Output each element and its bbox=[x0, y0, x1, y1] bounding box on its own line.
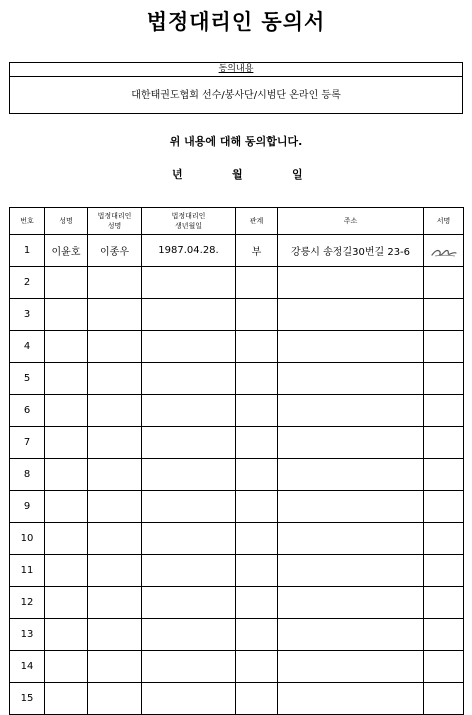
table-row bbox=[10, 683, 464, 715]
cell-guardian-birth bbox=[142, 587, 236, 619]
cell-guardian-name bbox=[88, 619, 142, 651]
cell-address bbox=[278, 523, 424, 555]
consent-signature-table bbox=[9, 207, 464, 715]
cell-name bbox=[45, 395, 88, 427]
table-row bbox=[10, 523, 464, 555]
header-relation bbox=[236, 208, 278, 235]
cell-guardian-birth bbox=[142, 363, 236, 395]
cell-address bbox=[278, 363, 424, 395]
cell-signature bbox=[424, 683, 464, 715]
cell-no: 10 bbox=[10, 523, 45, 555]
table-row bbox=[10, 491, 464, 523]
cell-address bbox=[278, 331, 424, 363]
header-guardian-birth-line1: 법정대리인 bbox=[171, 212, 206, 220]
header-relation-label: 관계 bbox=[249, 217, 264, 225]
cell-relation bbox=[236, 363, 278, 395]
cell-relation bbox=[236, 299, 278, 331]
cell-no: 12 bbox=[10, 587, 45, 619]
cell-address bbox=[278, 651, 424, 683]
header-signature-label: 서명 bbox=[436, 217, 451, 225]
cell-address bbox=[278, 491, 424, 523]
cell-name bbox=[45, 555, 88, 587]
agreement-statement: 위 내용에 대해 동의합니다. bbox=[169, 135, 303, 148]
cell-guardian-birth: 1987.04.28. bbox=[142, 235, 236, 267]
cell-no: 11 bbox=[10, 555, 45, 587]
cell-guardian-name bbox=[88, 555, 142, 587]
cell-signature bbox=[424, 331, 464, 363]
cell-name bbox=[45, 267, 88, 299]
table-row bbox=[10, 363, 464, 395]
cell-guardian-birth bbox=[142, 651, 236, 683]
header-name-label: 성명 bbox=[59, 217, 73, 225]
header-guardian-birth-line2: 생년월일 bbox=[174, 222, 203, 230]
cell-signature bbox=[424, 459, 464, 491]
cell-guardian-name bbox=[88, 427, 142, 459]
cell-name bbox=[45, 587, 88, 619]
cell-guardian-birth bbox=[142, 683, 236, 715]
document-title: 법정대리인 동의서 bbox=[146, 9, 326, 34]
cell-guardian-birth bbox=[142, 459, 236, 491]
header-signature bbox=[424, 208, 464, 235]
signature-scribble bbox=[429, 243, 459, 259]
consent-header-label: 동의내용 bbox=[218, 64, 254, 74]
cell-address bbox=[278, 683, 424, 715]
table-row bbox=[10, 331, 464, 363]
cell-guardian-name bbox=[88, 363, 142, 395]
cell-guardian-birth bbox=[142, 427, 236, 459]
table-row bbox=[10, 555, 464, 587]
cell-name bbox=[45, 427, 88, 459]
date-month-label: 월 bbox=[232, 168, 243, 181]
cell-relation bbox=[236, 523, 278, 555]
cell-name bbox=[45, 651, 88, 683]
cell-name bbox=[45, 363, 88, 395]
header-address bbox=[278, 208, 424, 235]
cell-no: 1 bbox=[10, 235, 45, 267]
cell-signature bbox=[424, 427, 464, 459]
header-name bbox=[45, 208, 88, 235]
date-day-label: 일 bbox=[292, 168, 303, 181]
cell-relation bbox=[236, 331, 278, 363]
cell-relation bbox=[236, 587, 278, 619]
cell-name bbox=[45, 523, 88, 555]
cell-no: 15 bbox=[10, 683, 45, 715]
cell-relation bbox=[236, 267, 278, 299]
cell-relation bbox=[236, 619, 278, 651]
consent-header bbox=[10, 63, 462, 77]
cell-guardian-name bbox=[88, 523, 142, 555]
cell-signature bbox=[424, 587, 464, 619]
cell-guardian-birth bbox=[142, 523, 236, 555]
cell-name bbox=[45, 491, 88, 523]
cell-signature bbox=[424, 299, 464, 331]
cell-guardian-birth bbox=[142, 299, 236, 331]
table-row bbox=[10, 651, 464, 683]
table-header-row bbox=[10, 208, 464, 235]
cell-signature bbox=[424, 555, 464, 587]
date-year-label: 년 bbox=[172, 168, 183, 181]
table-row bbox=[10, 299, 464, 331]
cell-guardian-birth bbox=[142, 491, 236, 523]
cell-guardian-name bbox=[88, 491, 142, 523]
cell-guardian-name bbox=[88, 459, 142, 491]
cell-no: 7 bbox=[10, 427, 45, 459]
consent-box bbox=[9, 62, 463, 114]
cell-address bbox=[278, 619, 424, 651]
cell-no: 9 bbox=[10, 491, 45, 523]
cell-no: 5 bbox=[10, 363, 45, 395]
table-row bbox=[10, 427, 464, 459]
cell-no: 8 bbox=[10, 459, 45, 491]
table-row bbox=[10, 619, 464, 651]
cell-guardian-name bbox=[88, 299, 142, 331]
cell-guardian-birth bbox=[142, 555, 236, 587]
cell-name bbox=[45, 331, 88, 363]
header-no-label: 번호 bbox=[20, 217, 34, 225]
cell-no: 6 bbox=[10, 395, 45, 427]
cell-signature bbox=[424, 363, 464, 395]
cell-address bbox=[278, 459, 424, 491]
cell-name bbox=[45, 299, 88, 331]
table-row bbox=[10, 267, 464, 299]
cell-address bbox=[278, 587, 424, 619]
cell-guardian-name bbox=[88, 587, 142, 619]
cell-relation bbox=[236, 459, 278, 491]
cell-relation bbox=[236, 555, 278, 587]
header-no bbox=[10, 208, 45, 235]
cell-relation bbox=[236, 395, 278, 427]
cell-relation: 부 bbox=[236, 235, 278, 267]
header-address-label: 주소 bbox=[343, 217, 358, 225]
table-row bbox=[10, 587, 464, 619]
cell-signature bbox=[424, 651, 464, 683]
consent-content: 대한태권도협회 선수/봉사단/시범단 온라인 등록 bbox=[131, 90, 341, 101]
cell-guardian-name bbox=[88, 331, 142, 363]
cell-no: 13 bbox=[10, 619, 45, 651]
cell-name bbox=[45, 459, 88, 491]
cell-relation bbox=[236, 491, 278, 523]
cell-signature bbox=[424, 491, 464, 523]
cell-no: 3 bbox=[10, 299, 45, 331]
cell-signature bbox=[424, 235, 464, 267]
cell-guardian-name bbox=[88, 395, 142, 427]
cell-relation bbox=[236, 651, 278, 683]
cell-guardian-birth bbox=[142, 395, 236, 427]
header-guardian-name-line1: 법정대리인 bbox=[97, 212, 132, 220]
cell-name: 이윤호 bbox=[45, 235, 88, 267]
cell-signature bbox=[424, 395, 464, 427]
cell-guardian-name bbox=[88, 683, 142, 715]
header-guardian-birth bbox=[142, 208, 236, 235]
cell-address bbox=[278, 267, 424, 299]
table-row bbox=[10, 459, 464, 491]
cell-address bbox=[278, 427, 424, 459]
cell-no: 4 bbox=[10, 331, 45, 363]
cell-name bbox=[45, 619, 88, 651]
cell-relation bbox=[236, 683, 278, 715]
cell-guardian-birth bbox=[142, 619, 236, 651]
cell-address bbox=[278, 555, 424, 587]
cell-guardian-birth bbox=[142, 331, 236, 363]
cell-guardian-birth bbox=[142, 267, 236, 299]
cell-no: 2 bbox=[10, 267, 45, 299]
table-row bbox=[10, 235, 464, 267]
cell-name bbox=[45, 683, 88, 715]
cell-guardian-name: 이종우 bbox=[88, 235, 142, 267]
cell-no: 14 bbox=[10, 651, 45, 683]
table-row bbox=[10, 395, 464, 427]
cell-guardian-name bbox=[88, 267, 142, 299]
cell-address: 강릉시 송정길30번길 23-6 bbox=[278, 235, 424, 267]
cell-address bbox=[278, 299, 424, 331]
header-guardian-name-line2: 성명 bbox=[107, 222, 122, 230]
cell-signature bbox=[424, 523, 464, 555]
cell-relation bbox=[236, 427, 278, 459]
cell-address bbox=[278, 395, 424, 427]
cell-signature bbox=[424, 619, 464, 651]
cell-signature bbox=[424, 267, 464, 299]
cell-guardian-name bbox=[88, 651, 142, 683]
header-guardian-name bbox=[88, 208, 142, 235]
